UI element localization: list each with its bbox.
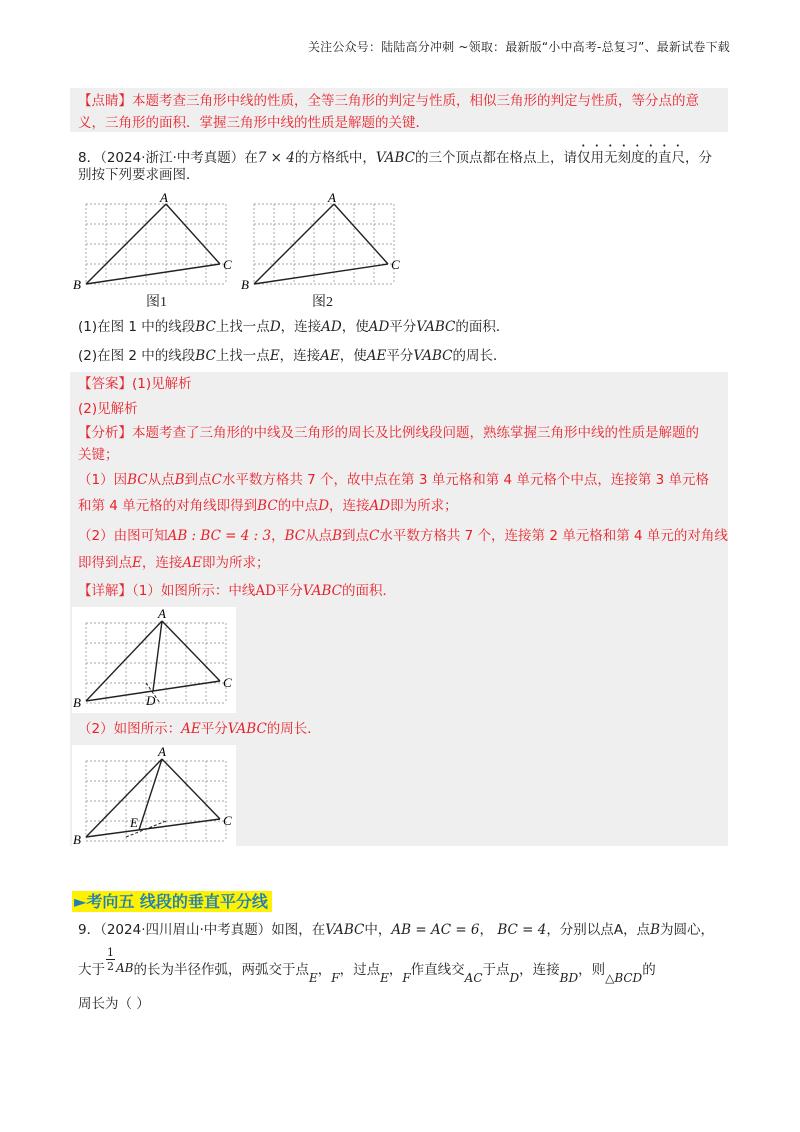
text: 和第 4 单元格的对角线即得到 — [78, 498, 258, 514]
text: ，过点 — [339, 962, 381, 978]
xiangjie-line-2 — [78, 720, 321, 738]
fraction-denominator: 2 — [107, 960, 114, 973]
q8-emphasis: 仅用无刻度的直尺 — [576, 150, 685, 166]
text: ，连接 — [280, 319, 322, 335]
fenxi-text-1: 本题考查了三角形的中线及三角形的周长及比例线段问题，熟练掌握三角形中线的性质是解题的 — [132, 425, 699, 441]
q8-text: 的方格纸中， — [294, 150, 376, 166]
answer-line-2 — [78, 400, 138, 418]
math-ad: AD — [321, 319, 342, 335]
text: ， — [388, 962, 403, 978]
answer-tag: 【答案】 — [78, 376, 132, 392]
label-c: C — [223, 813, 232, 828]
text: 平分 — [200, 721, 228, 737]
math-triangle: VABC — [302, 583, 343, 599]
solution-figure-2 — [72, 745, 236, 849]
text: 到点 — [342, 528, 370, 544]
math-f: F — [402, 971, 411, 985]
text: 平分 — [386, 348, 414, 364]
math-d: D — [509, 971, 520, 985]
label-a: A — [158, 745, 166, 759]
math-ae: AE — [182, 555, 202, 571]
math-eq1: AB = AC = 6 — [391, 922, 480, 938]
q9-line-1 — [78, 921, 714, 939]
math-b: B — [174, 472, 185, 488]
label-a: A — [328, 190, 336, 205]
math-ae: AE — [366, 348, 387, 364]
math-triangle: VABC — [325, 922, 365, 938]
math-eq2: BC = 4 — [497, 922, 547, 938]
text: （2）如图所示： — [78, 721, 182, 737]
label-b: B — [73, 277, 81, 292]
math-triangle: VABC — [413, 348, 453, 364]
text: 到点 — [184, 472, 212, 488]
text: 从点 — [305, 528, 333, 544]
q8-source: （2024·浙江·中考真题） — [100, 150, 245, 166]
math-d: D — [318, 498, 330, 514]
label-b: B — [241, 277, 249, 292]
text: 即为所求； — [390, 498, 458, 514]
math-e: E — [380, 971, 389, 985]
solution-figure-1 — [72, 607, 236, 713]
dianjing-text-1: 本题考查三角形中线的性质，全等三角形的判定与性质，相似三角形的判定与性质，等分点的意 — [132, 93, 699, 109]
text: 中， — [364, 922, 392, 938]
math-bd: BD — [559, 971, 579, 985]
math-bc: BC — [195, 319, 216, 335]
q9-number: 9． — [78, 922, 101, 938]
q8-text: 的三个顶点都在格点上，请 — [414, 150, 577, 166]
fraction — [106, 946, 115, 973]
text: 如图，在 — [271, 922, 326, 938]
text: 的面积． — [455, 319, 510, 335]
text: 的周长． — [452, 348, 507, 364]
section-title-text: 考向五 线段的垂直平分线 — [86, 892, 268, 911]
answer-2: (2)见解析 — [78, 401, 138, 417]
arrow-icon: ► — [74, 892, 87, 911]
q8-line-1 — [78, 142, 712, 167]
math-triangle-bcd: △BCD — [605, 971, 643, 985]
math-b: B — [332, 528, 343, 544]
text: 即得到点 — [78, 555, 132, 571]
text: ，使 — [339, 348, 367, 364]
q8-part-1 — [78, 318, 509, 336]
q8-part-2 — [78, 347, 506, 365]
answer-line-1 — [78, 375, 192, 393]
text: 上找一点 — [215, 319, 270, 335]
math-ad: AD — [368, 319, 390, 335]
label-e: E — [130, 815, 138, 830]
math-c: C — [211, 472, 222, 488]
text: ，使 — [341, 319, 369, 335]
dianjing-line-2 — [78, 114, 429, 132]
xiangjie-tag: 【详解】 — [78, 583, 132, 599]
text: ，点 — [623, 922, 651, 938]
label-d: D — [146, 693, 156, 708]
text: ，连接 — [519, 962, 560, 978]
fenxi-p1-line-1 — [78, 471, 709, 489]
math-c: C — [369, 528, 380, 544]
label-a: A — [158, 607, 166, 621]
math-bc: BC — [257, 498, 278, 514]
text: (2)在图 2 中的线段 — [78, 348, 196, 364]
text: 的长为半径作弧，两弧交于点 — [133, 962, 309, 978]
math-b: B — [650, 922, 660, 938]
math-e: E — [132, 555, 142, 571]
segment-ac — [166, 204, 220, 264]
text: 即为所求； — [201, 555, 270, 571]
text: 为圆心， — [659, 922, 714, 938]
text: 的面积． — [342, 583, 397, 599]
fenxi-line-2 — [78, 446, 119, 464]
text: 的中点 — [277, 498, 319, 514]
math-ae: AE — [320, 348, 340, 364]
math-bc: BC — [127, 472, 148, 488]
math-a: A — [613, 922, 624, 938]
math-bc: BC — [195, 348, 216, 364]
math-ab: AB — [116, 961, 134, 975]
fenxi-p2-line-2 — [78, 554, 269, 572]
dianjing-text-2: 义，三角形的面积．掌握三角形中线的性质是解题的关键． — [78, 115, 429, 131]
math-ae: AE — [181, 721, 201, 737]
dianjing-tag: 【点睛】 — [78, 93, 132, 109]
figure-2-caption: 图2 — [312, 295, 333, 310]
label-b: B — [73, 832, 81, 847]
label-c: C — [223, 675, 232, 690]
text: （2）由图可知 — [78, 528, 168, 544]
q9-source: （2024·四川眉山·中考真题） — [100, 922, 272, 938]
xiangjie-line-1 — [78, 582, 396, 600]
text: ，则 — [578, 962, 606, 978]
segment-ac — [334, 204, 388, 264]
figure-1-caption: 图1 — [146, 295, 167, 310]
text: 水平数方格共 7 个，故中点在第 3 单元格和第 4 单元格个中点，连接第 3 单元格 — [221, 472, 710, 488]
fenxi-text-2: 关键； — [78, 447, 119, 463]
math-ad: AD — [369, 498, 391, 514]
q8-grid-size: 7 × 4 — [257, 150, 295, 166]
math-e: E — [308, 971, 318, 985]
answer-1: (1)见解析 — [132, 376, 192, 392]
text: 上找一点 — [215, 348, 270, 364]
text: ，连接 — [141, 555, 183, 571]
q8-number: 8． — [78, 150, 101, 166]
text: 于点 — [482, 962, 510, 978]
math-triangle: VABC — [416, 319, 456, 335]
text: 平分 — [389, 319, 417, 335]
fenxi-p2-line-1 — [78, 527, 728, 545]
segment-ae — [139, 759, 162, 830]
math-ac: AC — [464, 971, 483, 985]
text: ， — [479, 922, 494, 938]
fenxi-tag: 【分析】 — [78, 425, 132, 441]
q8-text: ，分 — [684, 150, 712, 166]
median-ad — [153, 621, 162, 691]
text: （1）因 — [78, 472, 128, 488]
label-c: C — [391, 257, 400, 272]
q9-text-3: 周长为（ ） — [78, 996, 150, 1012]
q9-line-3 — [78, 995, 150, 1013]
fenxi-p1-line-2 — [78, 497, 458, 515]
math-d: D — [269, 319, 281, 335]
q8-text: 在 — [244, 150, 258, 166]
text: 作直线交 — [410, 962, 465, 978]
q8-text-2: 别按下列要求画图． — [78, 167, 200, 183]
math-triangle: VABC — [227, 721, 267, 737]
text: 平分 — [275, 583, 303, 599]
section-title — [72, 891, 272, 912]
text: ，连接 — [279, 348, 321, 364]
math-e: E — [269, 348, 280, 364]
text: 的周长． — [266, 721, 321, 737]
page-header: 关注公众号：陆陆高分冲刺 ~领取：最新版“小中高考-总复习”、最新试卷下载 — [307, 40, 730, 54]
math-f: F — [331, 971, 340, 985]
text: （1）如图所示：中线 — [132, 583, 256, 599]
math-ad: AD — [255, 583, 276, 599]
text: 水平数方格共 7 个，连接第 2 单元格和第 4 单元的对角线 — [379, 528, 728, 544]
text: 的 — [642, 962, 656, 978]
q8-triangle: VABC — [375, 150, 415, 166]
text: (1)在图 1 中的线段 — [78, 319, 196, 335]
math-bc: BC — [284, 528, 306, 544]
text: 大于 — [78, 962, 105, 978]
figure-1 — [72, 190, 242, 294]
math-ratio: AB : BC = 4 : 3 — [167, 528, 272, 544]
text: ，连接 — [329, 498, 370, 514]
figure-2 — [240, 190, 410, 294]
label-c: C — [223, 257, 232, 272]
label-b: B — [73, 695, 81, 710]
dianjing-line-1 — [78, 92, 699, 110]
section-heading — [72, 889, 272, 912]
text: ，分别以点 — [546, 922, 614, 938]
text: 从点 — [147, 472, 175, 488]
q8-line-2 — [78, 166, 200, 184]
text: ， — [271, 528, 285, 544]
fenxi-line-1 — [78, 424, 699, 442]
q9-line-2 — [78, 946, 656, 986]
text: ， — [317, 962, 332, 978]
fraction-numerator: 1 — [107, 946, 114, 959]
label-a: A — [160, 190, 168, 205]
